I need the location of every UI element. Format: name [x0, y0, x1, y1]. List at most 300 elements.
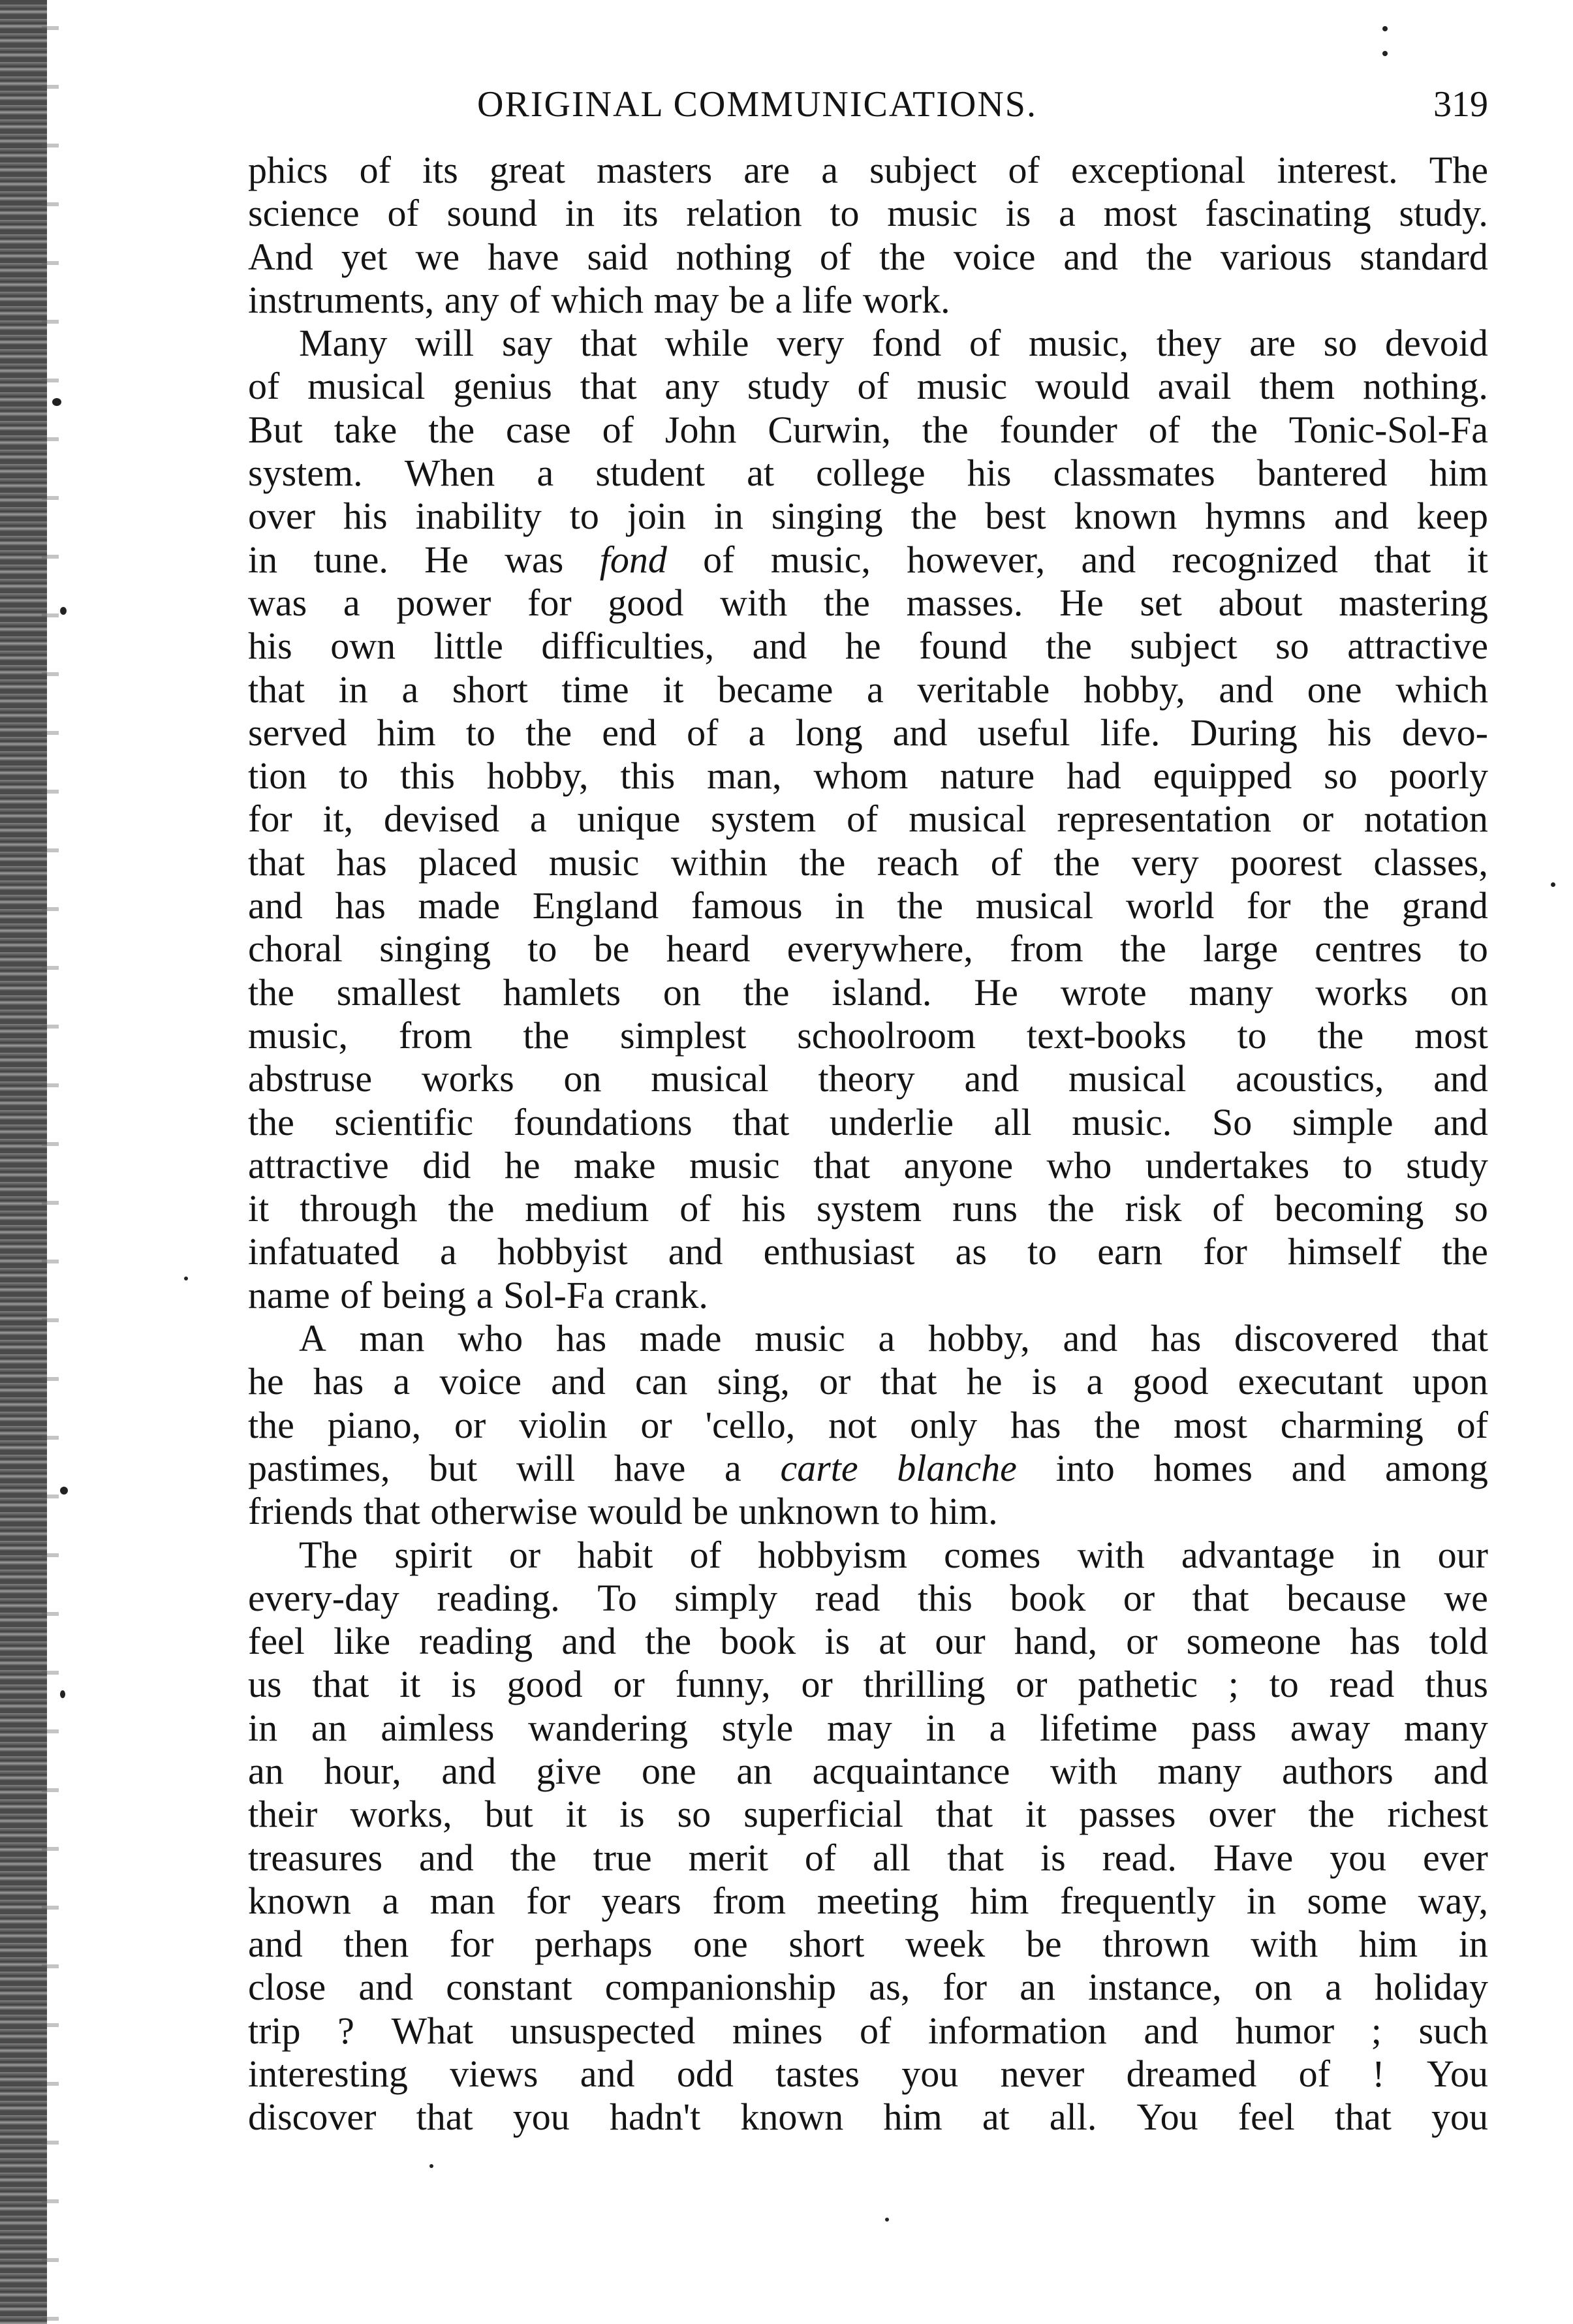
- word: smallest: [336, 970, 461, 1014]
- word: so: [1275, 625, 1309, 668]
- word: funny,: [675, 1663, 771, 1706]
- word: is: [1031, 1360, 1057, 1403]
- text-line: [248, 322, 1488, 365]
- word: best: [985, 495, 1046, 538]
- word: to: [1237, 1014, 1267, 1057]
- word: will: [415, 322, 475, 365]
- word: the: [523, 1014, 570, 1057]
- word: one: [693, 1923, 748, 1966]
- word: read.: [1102, 1836, 1177, 1879]
- word: the: [448, 1187, 495, 1230]
- word: masses.: [906, 581, 1023, 624]
- text-line: [248, 1144, 1488, 1187]
- text-line: [248, 1274, 1488, 1317]
- word: with: [720, 581, 788, 624]
- word: and: [358, 1966, 414, 2009]
- page-header: [248, 78, 1488, 131]
- word: so: [677, 1793, 711, 1836]
- word: musical: [909, 798, 1027, 841]
- word: the: [525, 711, 572, 754]
- word: grand: [1401, 884, 1488, 927]
- word: classmates: [1053, 452, 1215, 495]
- word: an: [736, 1749, 773, 1792]
- word: a: [393, 1360, 411, 1403]
- word: genius: [453, 365, 552, 408]
- word: very: [777, 322, 845, 365]
- word: simple: [1292, 1100, 1394, 1143]
- text-line: [248, 884, 1488, 927]
- word: did: [422, 1143, 471, 1186]
- word: this: [620, 754, 676, 798]
- word: and: [561, 1620, 617, 1663]
- word: from: [1010, 927, 1083, 970]
- word: with: [1050, 1749, 1117, 1792]
- word: has: [336, 841, 387, 884]
- word: nothing.: [1363, 365, 1488, 408]
- scan-speck: [1382, 26, 1388, 31]
- word: is: [824, 1620, 850, 1663]
- word: short: [788, 1923, 865, 1966]
- word: Have: [1213, 1836, 1294, 1879]
- word: feel: [1238, 2096, 1295, 2139]
- word: like: [334, 1620, 391, 1663]
- word: of: [990, 841, 1023, 884]
- word: acquaintance: [812, 1749, 1010, 1792]
- word: with: [1251, 1923, 1318, 1966]
- word: may: [827, 1706, 892, 1749]
- word: that: [580, 322, 637, 365]
- word: phics: [248, 149, 328, 191]
- word: an: [311, 1706, 347, 1749]
- word: in: [338, 668, 368, 711]
- word: and: [419, 1836, 474, 1879]
- word: the: [911, 495, 958, 538]
- word: can: [635, 1360, 688, 1403]
- word: science: [248, 192, 360, 235]
- text-line: [248, 149, 1488, 192]
- word: of: [1456, 1403, 1488, 1446]
- word: But: [248, 408, 303, 451]
- word: that: [1374, 538, 1431, 581]
- word: book: [1010, 1576, 1086, 1619]
- word: has: [313, 1360, 364, 1403]
- word: all.: [1049, 2096, 1097, 2139]
- word: a: [866, 668, 884, 711]
- word: study: [1406, 1143, 1488, 1186]
- word: of: [819, 235, 852, 278]
- word: of: [860, 2009, 892, 2052]
- word: or: [1123, 1576, 1155, 1619]
- word: passes: [1079, 1793, 1176, 1836]
- word: are: [743, 149, 790, 191]
- text-line: [248, 927, 1488, 970]
- scan-speck: [885, 2218, 889, 2222]
- word: it: [1025, 1793, 1047, 1836]
- word: unknown: [738, 1490, 880, 1533]
- word: so: [1454, 1187, 1488, 1230]
- word: lifetime: [1040, 1706, 1158, 1749]
- word: crank.: [614, 1273, 708, 1316]
- word: tune.: [313, 538, 388, 581]
- word: told: [1429, 1620, 1488, 1663]
- word: but: [484, 1793, 533, 1836]
- word: any: [664, 365, 720, 408]
- word: wandering: [528, 1706, 688, 1749]
- scan-speck: [184, 1277, 188, 1280]
- word: charming: [1280, 1403, 1424, 1446]
- word: singing: [379, 927, 491, 970]
- word: pastimes,: [248, 1446, 390, 1489]
- word: he: [248, 1360, 284, 1403]
- word: notation: [1363, 798, 1488, 841]
- word: and: [248, 1923, 303, 1966]
- word: interesting: [248, 2053, 408, 2096]
- word: tion: [248, 754, 307, 798]
- text-line: [248, 1187, 1488, 1230]
- word: known: [248, 1879, 351, 1922]
- word: will: [516, 1446, 576, 1489]
- word: our: [1437, 1533, 1488, 1576]
- word: And: [248, 235, 313, 278]
- word: about: [1218, 581, 1303, 624]
- word: and: [1433, 1057, 1488, 1100]
- word: nature: [940, 754, 1035, 798]
- word: to: [1458, 927, 1488, 970]
- text-line: [248, 1317, 1488, 1360]
- word: this: [400, 754, 455, 798]
- word: that: [813, 1143, 871, 1186]
- word: enthusiast: [763, 1230, 915, 1273]
- word: some: [1307, 1879, 1388, 1922]
- text-line: [248, 236, 1488, 279]
- word: to: [527, 927, 557, 970]
- word: himself: [1287, 1230, 1401, 1273]
- word: and: [1333, 495, 1389, 538]
- word: fascinating: [1205, 192, 1371, 235]
- text-line: [248, 1750, 1488, 1793]
- text-line: [248, 1793, 1488, 1836]
- word: attractive: [248, 1143, 389, 1186]
- word: a: [989, 1706, 1006, 1749]
- word: great: [489, 149, 565, 191]
- word: be: [593, 927, 630, 970]
- word: the: [1053, 841, 1100, 884]
- word: and: [1291, 1446, 1347, 1489]
- word: and: [1081, 538, 1136, 581]
- text-line: [248, 409, 1488, 452]
- text-line: [248, 365, 1488, 408]
- word: meeting: [817, 1879, 939, 1922]
- word: What: [391, 2009, 474, 2052]
- word: information: [927, 2009, 1107, 2052]
- word: musical: [975, 884, 1094, 927]
- word: that: [947, 1836, 1005, 1879]
- word: runs: [952, 1187, 1018, 1230]
- word: musical: [651, 1057, 769, 1100]
- word: a: [878, 1317, 896, 1360]
- scan-speck: [52, 398, 61, 406]
- word: and: [1063, 235, 1119, 278]
- word: standard: [1360, 235, 1488, 278]
- word: bantered: [1256, 452, 1388, 495]
- word: island.: [832, 970, 932, 1014]
- word: instance,: [1088, 1966, 1222, 2009]
- word: be: [729, 278, 765, 321]
- word: various: [1220, 235, 1332, 278]
- word: long: [795, 711, 863, 754]
- word: unsuspected: [510, 2009, 696, 2052]
- word: to: [830, 192, 860, 235]
- word: short: [452, 668, 528, 711]
- word: very: [1131, 841, 1199, 884]
- text-line: [248, 1836, 1488, 1880]
- word: hour,: [324, 1749, 401, 1792]
- word: famous: [691, 884, 803, 927]
- word: and: [551, 1360, 606, 1403]
- word: of: [1008, 149, 1040, 191]
- word: Many: [299, 322, 388, 365]
- word: of: [1212, 1187, 1244, 1230]
- word: ?: [337, 2009, 354, 2052]
- word: most: [1174, 1403, 1247, 1446]
- word: fond: [871, 322, 942, 365]
- word: time: [561, 668, 629, 711]
- word: for: [1203, 1230, 1247, 1273]
- word: the: [1094, 1403, 1141, 1446]
- word: never: [1000, 2053, 1085, 2096]
- word: friends: [248, 1490, 354, 1533]
- word: you: [512, 2096, 570, 2139]
- word: through: [300, 1187, 418, 1230]
- word: of: [509, 278, 541, 321]
- word: Curwin,: [768, 408, 891, 451]
- word: has: [1010, 1403, 1061, 1446]
- word: and: [668, 1230, 723, 1273]
- word: a: [1325, 1966, 1342, 2009]
- word: the: [1045, 625, 1092, 668]
- word: music: [916, 365, 1008, 408]
- word: you: [1330, 1836, 1387, 1879]
- text-line: [248, 1577, 1488, 1620]
- word: masters: [597, 149, 713, 191]
- word: for: [942, 1966, 988, 2009]
- word: humor: [1235, 2009, 1335, 2052]
- word: of: [387, 192, 419, 235]
- word: or: [640, 1403, 672, 1446]
- word: which: [1395, 668, 1488, 711]
- word: his: [248, 625, 292, 668]
- word: of: [359, 149, 391, 191]
- word: hand,: [1014, 1620, 1098, 1663]
- word: his: [967, 452, 1012, 495]
- word: instruments,: [248, 278, 435, 321]
- word: for: [449, 1923, 494, 1966]
- word: nothing: [676, 235, 792, 278]
- word: Sol-Fa: [503, 1273, 604, 1316]
- word: own: [330, 625, 396, 668]
- word: the: [922, 408, 969, 451]
- word: someone: [1186, 1620, 1321, 1663]
- word: hobby,: [928, 1317, 1030, 1360]
- word: at: [747, 452, 774, 495]
- word: on: [1254, 1966, 1292, 2009]
- word: known: [1074, 495, 1177, 538]
- word: of: [1148, 408, 1181, 451]
- word: found: [919, 625, 1008, 668]
- word: founder: [999, 408, 1117, 451]
- word: simply: [674, 1576, 778, 1619]
- word: one: [642, 1749, 696, 1792]
- word: of: [340, 1273, 372, 1316]
- word: becoming: [1274, 1187, 1424, 1230]
- word: to: [569, 495, 599, 538]
- word: study: [747, 365, 830, 408]
- word: discover: [248, 2096, 377, 2139]
- word: poorest: [1230, 841, 1342, 884]
- word: its: [422, 149, 458, 191]
- word: Tonic-Sol-Fa: [1288, 408, 1488, 451]
- word: their: [248, 1793, 318, 1836]
- word: discovered: [1234, 1317, 1399, 1360]
- word: mines: [732, 2009, 823, 2052]
- word: that: [732, 1100, 790, 1143]
- word: of: [804, 1836, 837, 1879]
- word: from: [712, 1879, 786, 1922]
- word: a: [724, 1446, 741, 1489]
- word: being: [382, 1273, 467, 1316]
- word: for: [248, 798, 292, 841]
- word: good: [608, 581, 684, 624]
- page-number: 319: [1433, 84, 1488, 125]
- word: the: [248, 1403, 294, 1446]
- word: infatuated: [248, 1230, 399, 1273]
- book-binding-edge: [0, 0, 47, 2324]
- word: a: [529, 798, 547, 841]
- word: it: [565, 1793, 587, 1836]
- running-head: ORIGINAL COMMUNICATIONS.: [477, 84, 1037, 125]
- word: the: [1120, 927, 1166, 970]
- word: treasures: [248, 1836, 383, 1879]
- word: unique: [577, 798, 681, 841]
- word: would: [587, 1490, 683, 1533]
- word: every-day: [248, 1576, 399, 1619]
- word: of: [969, 322, 1001, 365]
- word: You: [1136, 2096, 1198, 2139]
- word: he: [966, 1360, 1003, 1403]
- text-line: [248, 1707, 1488, 1750]
- word: give: [536, 1749, 602, 1792]
- word: in: [713, 495, 743, 538]
- word: that: [1431, 1317, 1488, 1360]
- word: to: [1027, 1230, 1057, 1273]
- word: and: [1433, 1749, 1488, 1792]
- word: a: [537, 452, 554, 495]
- word: hobby,: [486, 754, 589, 798]
- word: thus: [1425, 1663, 1488, 1706]
- word: works,: [350, 1793, 452, 1836]
- word: and: [441, 1749, 497, 1792]
- text-line: [248, 625, 1488, 668]
- word: musical: [307, 365, 426, 408]
- word: He: [1059, 581, 1104, 624]
- text-line: [248, 1923, 1488, 1966]
- word: to: [465, 711, 496, 754]
- word: pass: [1191, 1706, 1257, 1749]
- word: case: [505, 408, 571, 451]
- word: on: [662, 970, 701, 1014]
- text-line: [248, 1490, 1488, 1533]
- word: music.: [1072, 1100, 1172, 1143]
- word: in: [565, 192, 595, 235]
- word: to: [339, 754, 369, 798]
- word: merit: [688, 1836, 768, 1879]
- word: good: [1132, 1360, 1209, 1403]
- word: hamlets: [503, 970, 621, 1014]
- word: the: [1442, 1230, 1488, 1273]
- word: of: [1298, 2053, 1330, 2096]
- word: to: [1269, 1663, 1299, 1706]
- text-line: [248, 495, 1488, 538]
- word: became: [717, 668, 833, 711]
- word: within: [670, 841, 768, 884]
- word: in: [835, 884, 865, 927]
- word: book: [720, 1620, 796, 1663]
- word: comes: [944, 1533, 1041, 1576]
- word: good: [506, 1663, 583, 1706]
- word: or: [454, 1403, 486, 1446]
- word: or: [819, 1360, 851, 1403]
- word: it: [662, 668, 684, 711]
- word: life: [802, 278, 853, 321]
- word: exceptional: [1070, 149, 1246, 191]
- word: feel: [248, 1620, 305, 1663]
- word: holiday: [1375, 1966, 1488, 2009]
- word: voice: [953, 235, 1036, 278]
- word: ever: [1423, 1836, 1488, 1879]
- word: make: [574, 1143, 656, 1186]
- word: many: [1157, 1749, 1242, 1792]
- word: this: [917, 1576, 973, 1619]
- word: true: [593, 1836, 652, 1879]
- word: the: [1211, 408, 1258, 451]
- word: inability: [415, 495, 542, 538]
- word: violin: [519, 1403, 608, 1446]
- word: student: [595, 452, 705, 495]
- word: that: [416, 2096, 473, 2139]
- scan-speck: [60, 1487, 68, 1495]
- word: that: [312, 1663, 369, 1706]
- word: in: [248, 1706, 278, 1749]
- word: and: [892, 711, 948, 754]
- word: read: [815, 1576, 880, 1619]
- word: equipped: [1153, 754, 1292, 798]
- word: said: [587, 235, 648, 278]
- word: close: [248, 1966, 326, 2009]
- word: made: [418, 884, 501, 927]
- word: he: [845, 625, 881, 668]
- word: join: [627, 495, 686, 538]
- word: in: [248, 538, 278, 581]
- word: read: [1329, 1663, 1395, 1706]
- word: the: [428, 408, 475, 451]
- word: and: [1063, 1317, 1118, 1360]
- word: hymns: [1205, 495, 1306, 538]
- word: classes,: [1373, 841, 1488, 884]
- word: has: [555, 1317, 607, 1360]
- text-line: [248, 1101, 1488, 1144]
- word: it: [1467, 538, 1488, 581]
- word: you: [1431, 2096, 1488, 2139]
